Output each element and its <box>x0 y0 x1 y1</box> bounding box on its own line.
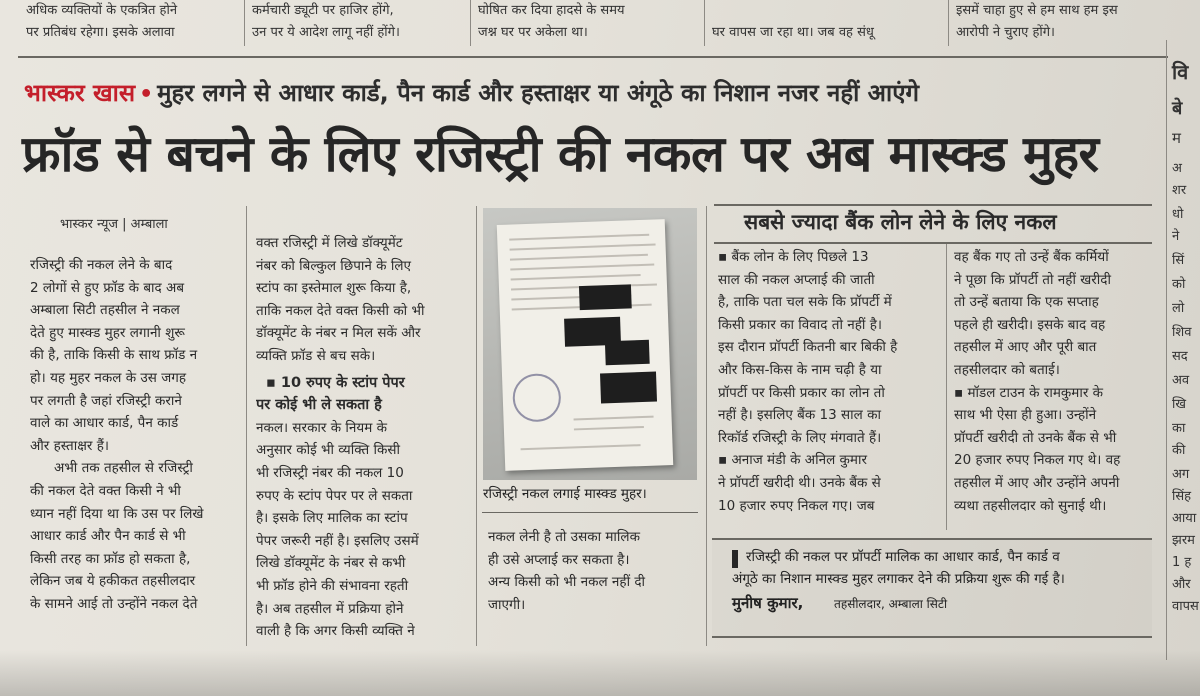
fragment-text: बे <box>1172 98 1183 119</box>
top-strip-line: आरोपी ने चुराए होंगे। <box>956 25 1055 40</box>
fragment-text: को <box>1172 277 1186 292</box>
text-line: हो। यह मुहर नकल के उस जगह <box>30 369 186 386</box>
mask-stamp <box>579 284 632 310</box>
text-line: ने पूछा कि प्रॉपर्टी तो नहीं खरीदी <box>954 271 1111 288</box>
text-line: है। इसके लिए मालिक का स्टांप <box>256 510 408 527</box>
text-line: तहसीलदार को बताई। <box>954 361 1060 378</box>
column-rule <box>244 0 245 46</box>
text-line: की है, ताकि किसी के साथ फ्रॉड न <box>30 347 198 364</box>
top-strip-line: अधिक व्यक्तियों के एकत्रित होने <box>26 3 178 18</box>
text-line: वाली है कि अगर किसी व्यक्ति ने <box>256 623 415 640</box>
text-line: रिकॉर्ड रजिस्ट्री के लिए मंगवाते हैं। <box>718 429 882 446</box>
text-line: साथ भी ऐसा ही हुआ। उन्होंने <box>954 407 1097 424</box>
fragment-text: का <box>1172 421 1186 436</box>
kicker-line <box>24 76 1172 118</box>
text-line: नहीं है। इसलिए बैंक 13 साल का <box>718 407 881 424</box>
registry-document-image <box>497 219 673 471</box>
text-line: देते हुए मास्क्ड मुहर लगानी शुरू <box>30 324 185 341</box>
fragment-text: सद <box>1172 349 1188 364</box>
fragment-text: शिव <box>1172 325 1192 340</box>
top-strip-col3 <box>478 0 688 48</box>
column-rule <box>706 206 707 646</box>
text-line: किसी तरह का फ्रॉड हो सकता है, <box>30 550 191 567</box>
text-line: ही उसे अप्लाई कर सकता है। <box>488 551 630 568</box>
fragment-text: लो <box>1172 301 1185 316</box>
text-line: की नकल देते वक्त किसी ने भी <box>30 482 181 499</box>
text-line: नकल लेनी है तो उसका मालिक <box>488 529 640 545</box>
top-strip-col2 <box>252 0 462 48</box>
text-line: और किस-किस के नाम चढ़ी है या <box>718 361 882 378</box>
article-column-4 <box>718 246 942 517</box>
text-line: और हस्ताक्षर हैं। <box>30 437 110 454</box>
fragment-text: और <box>1172 577 1191 592</box>
article-column-5 <box>954 246 1166 517</box>
text-line: स्टांप का इस्तेमाल शुरू किया है, <box>256 280 412 297</box>
text-line: पेपर जरूरी नहीं है। इसलिए उसमें <box>256 532 419 549</box>
kicker-bullet: • <box>139 82 154 107</box>
text-line: वाले का आधार कार्ड, पैन कार्ड <box>30 415 179 432</box>
column-rule <box>246 206 247 646</box>
column-rule <box>948 0 949 46</box>
subsection-heading: ▪ 10 रुपए के स्टांप पेपर <box>266 374 405 391</box>
article-photo <box>483 208 697 480</box>
top-strip-col1 <box>26 0 236 48</box>
fragment-text: म <box>1172 129 1181 147</box>
sidebar-heading: सबसे ज्यादा बैंक लोन लेने के लिए नकल <box>744 210 1057 234</box>
column-rule <box>946 244 947 530</box>
text-line: 20 हजार रुपए निकल गए थे। वह <box>954 452 1121 469</box>
fragment-text: झरम <box>1172 533 1195 548</box>
text-line: जाएगी। <box>488 596 526 613</box>
text-line: व्यथा तहसीलदार को सुनाई थी। <box>954 497 1107 514</box>
top-strip-line: जश्न घर पर अकेला था। <box>478 25 588 40</box>
column-rule <box>1166 40 1167 660</box>
fragment-text: शर <box>1172 183 1187 198</box>
column-rule <box>704 0 705 46</box>
article-column-3 <box>488 526 702 616</box>
fragment-text: 1 ह <box>1172 555 1192 570</box>
caption-divider <box>482 512 698 513</box>
fragment-text: अग <box>1172 467 1190 482</box>
text-line: किसी प्रकार का विवाद तो नहीं है। <box>718 316 882 333</box>
text-line: ▪ मॉडल टाउन के रामकुमार के <box>954 384 1104 401</box>
top-strip-col4 <box>712 0 942 48</box>
quote-mark <box>732 550 738 568</box>
text-line: नंबर को बिल्कुल छिपाने के लिए <box>256 257 411 274</box>
fragment-text: की <box>1172 443 1186 458</box>
quote-line: अंगूठे का निशान मास्क्ड मुहर लगाकर देने की प्रक्रिया शुरू की गई है। <box>732 571 1065 587</box>
text-line: साल की नकल अप्लाई की जाती <box>718 271 875 288</box>
column-rule <box>476 206 477 646</box>
text-line: 10 हजार रुपए निकल गए। जब <box>718 497 875 514</box>
text-line: तो उन्हें बताया कि एक सप्ताह <box>954 294 1099 311</box>
top-strip-line: कर्मचारी ड्यूटी पर हाजिर होंगे, <box>252 3 394 18</box>
fragment-text: वि <box>1172 60 1189 84</box>
quote-line: रजिस्ट्री की नकल पर प्रॉपर्टी मालिक का आधार कार्ड, पैन कार्ड व <box>746 549 1060 565</box>
text-line: प्रॉपर्टी खरीदी तो उनके बैंक से भी <box>954 429 1117 446</box>
top-strip-line: पर प्रतिबंध रहेगा। इसके अलावा <box>26 25 175 40</box>
fragment-text: वापस <box>1172 599 1199 614</box>
mask-stamp <box>600 372 657 404</box>
sidebar-heading-box <box>714 204 1152 244</box>
adjacent-article-fragment <box>1168 40 1200 660</box>
top-strip-line: घोषित कर दिया हादसे के समय <box>478 3 625 18</box>
top-strip-line: उन पर ये आदेश लागू नहीं होंगे। <box>252 25 400 40</box>
text-line: रजिस्ट्री की नकल लेने के बाद <box>30 257 173 273</box>
fragment-text: सिंह <box>1172 489 1192 504</box>
text-line: पहले ही खरीदी। इसके बाद वह <box>954 316 1106 333</box>
text-line: ताकि नकल देते वक्त किसी को भी <box>256 302 425 319</box>
fragment-text: खि <box>1172 397 1187 412</box>
text-line: है। अब तहसील में प्रक्रिया होने <box>256 600 404 617</box>
text-line: भी रजिस्ट्री नंबर की नकल 10 <box>256 464 404 481</box>
text-line: अम्बाला सिटी तहसील ने नकल <box>30 302 180 319</box>
section-divider <box>18 56 1168 58</box>
text-line: तहसील में आए और उन्होंने अपनी <box>954 474 1120 491</box>
byline: भास्कर न्यूज | अम्बाला <box>60 217 168 232</box>
fragment-text: अ <box>1172 161 1182 176</box>
fragment-text: ने <box>1172 229 1180 244</box>
text-line: ▪ अनाज मंडी के अनिल कुमार <box>718 452 868 469</box>
top-strip-spacer <box>712 0 942 22</box>
photo-caption: रजिस्ट्री नकल लगाई मास्क्ड मुहर। <box>483 486 647 502</box>
text-line: है, ताकि पता चल सके कि प्रॉपर्टी में <box>718 294 892 311</box>
text-line: प्रॉपर्टी पर किसी प्रकार का लोन तो <box>718 384 885 401</box>
top-strip-line: घर वापस जा रहा था। जब वह संधू <box>712 25 874 40</box>
text-line: ने प्रॉपर्टी खरीदी थी। उनके बैंक से <box>718 474 881 491</box>
text-line: 2 लोगों से हुए फ्रॉड के बाद अब <box>30 279 185 296</box>
fragment-text: सिं <box>1172 253 1185 268</box>
text-line: व्यक्ति फ्रॉड से बच सके। <box>256 347 376 364</box>
seal-stamp <box>512 373 562 423</box>
text-line: तहसील में आए और पूरी बात <box>954 339 1097 356</box>
text-line: रुपए के स्टांप पेपर पर ले सकता <box>256 487 413 504</box>
text-line: अनुसार कोई भी व्यक्ति किसी <box>256 442 400 459</box>
column-rule <box>470 0 471 46</box>
fragment-text: आया <box>1172 511 1197 526</box>
page-bottom-shadow <box>0 650 1200 696</box>
headline: फ्रॉड से बचने के लिए रजिस्ट्री की नकल पर अब मास्क्ड मुहर <box>22 125 1099 183</box>
fragment-text: अव <box>1172 373 1190 388</box>
text-line: लिखे डॉक्यूमेंट के नंबर से कभी <box>256 555 406 572</box>
text-line: आधार कार्ड और पैन कार्ड से भी <box>30 528 186 545</box>
quote-speaker-name: मुनीष कुमार, <box>732 594 804 612</box>
kicker-label: भास्कर खास <box>24 79 136 107</box>
text-line: ध्यान नहीं दिया था कि उस पर लिखे <box>30 505 204 522</box>
subsection-heading: पर कोई भी ले सकता है <box>256 397 382 414</box>
text-line: अन्य किसी को भी नकल नहीं दी <box>488 574 646 591</box>
fragment-text: धो <box>1172 207 1184 222</box>
text-line: डॉक्यूमेंट के नंबर न मिल सकें और <box>256 325 421 342</box>
deck: मुहर लगने से आधार कार्ड, पैन कार्ड और हस्ताक्षर या अंगूठे का निशान नजर नहीं आएंगे <box>157 79 919 107</box>
text-line: वह बैंक गए तो उन्हें बैंक कर्मियों <box>954 249 1109 265</box>
text-line: नकल। सरकार के नियम के <box>256 419 387 436</box>
article-column-1 <box>30 254 242 616</box>
text-line: इस दौरान प्रॉपर्टी कितनी बार बिकी है <box>718 339 898 356</box>
mask-stamp <box>605 340 650 366</box>
text-line: पर लगती है जहां रजिस्ट्री कराने <box>30 392 182 409</box>
text-line: ▪ बैंक लोन के लिए पिछले 13 <box>718 249 869 265</box>
text-line: वक्त रजिस्ट्री में लिखे डॉक्यूमेंट <box>256 235 403 251</box>
text-line: लेकिन जब ये हकीकत तहसीलदार <box>30 573 196 590</box>
top-strip-line: इसमें चाहा हुए से हम साथ हम इस <box>956 3 1118 18</box>
text-line: अभी तक तहसील से रजिस्ट्री <box>54 460 193 477</box>
quote-speaker-title: तहसीलदार, अम्बाला सिटी <box>834 597 948 611</box>
text-line: के सामने आई तो उन्होंने नकल देते <box>30 595 198 612</box>
top-strip-col5 <box>956 0 1166 48</box>
text-line: भी फ्रॉड होने की संभावना रहती <box>256 577 409 594</box>
article-column-2 <box>256 232 470 643</box>
official-quote-box <box>712 538 1152 638</box>
